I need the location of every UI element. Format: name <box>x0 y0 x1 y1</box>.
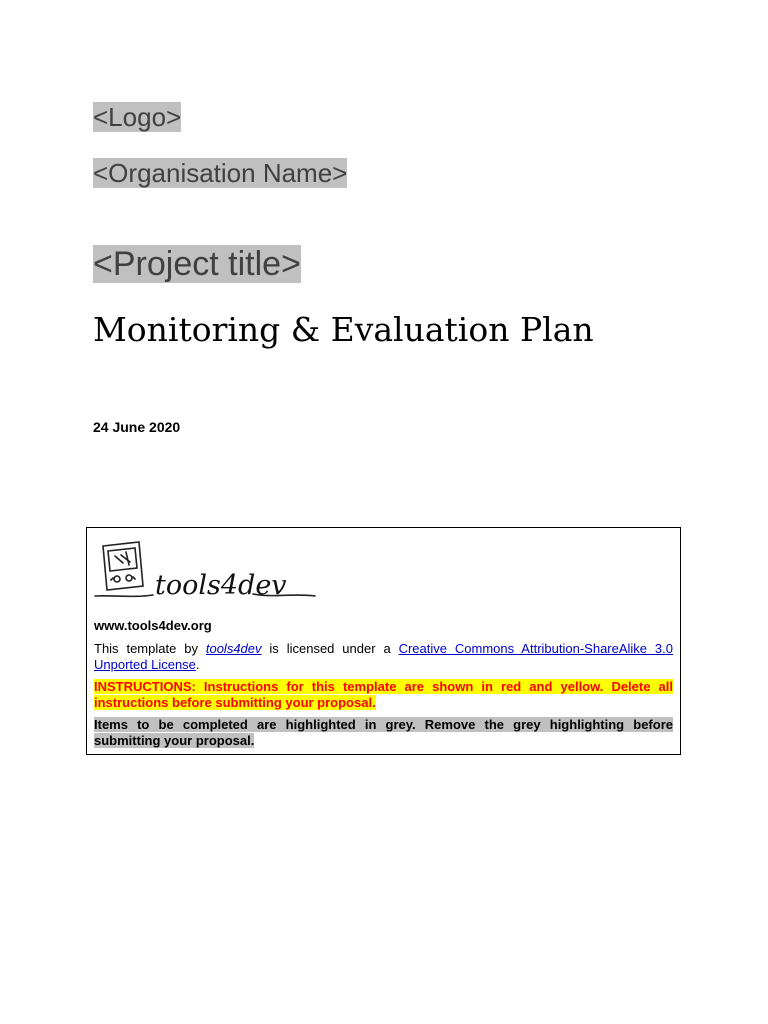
organisation-name-text: <Organisation Name> <box>93 158 348 188</box>
instructions-note <box>94 679 673 711</box>
organisation-name-placeholder <box>93 157 347 189</box>
logo-placeholder <box>93 101 181 133</box>
instructions-text: INSTRUCTIONS: Instructions for this template are shown in red and yellow. Delete all instructions before submitting your proposal. <box>94 679 673 710</box>
project-title-placeholder <box>93 244 301 285</box>
grey-highlight-note <box>94 717 673 749</box>
logo-placeholder-text: <Logo> <box>93 102 182 132</box>
website-link[interactable]: www.tools4dev.org <box>94 618 212 633</box>
license-suffix: . <box>195 657 200 672</box>
license-prefix: This template by <box>94 641 206 656</box>
document-title: Monitoring & Evaluation Plan <box>93 310 594 349</box>
grey-note-text: Items to be completed are highlighted in grey. Remove the grey highlighting before submitting your proposal. <box>94 717 673 748</box>
tools4dev-logo-text: tools4dev <box>155 570 287 601</box>
project-title-text: <Project title> <box>93 245 301 283</box>
license-middle: is licensed under a <box>261 641 399 656</box>
license-text <box>94 641 673 673</box>
creative-commons-license-link[interactable]: Creative Commons Attribution-ShareAlike 3.0 Unported License <box>94 641 674 672</box>
tools4dev-author-link[interactable]: tools4dev <box>205 641 262 656</box>
tools4dev-logo <box>93 538 323 612</box>
document-date: 24 June 2020 <box>93 419 181 435</box>
license-box <box>86 527 681 755</box>
